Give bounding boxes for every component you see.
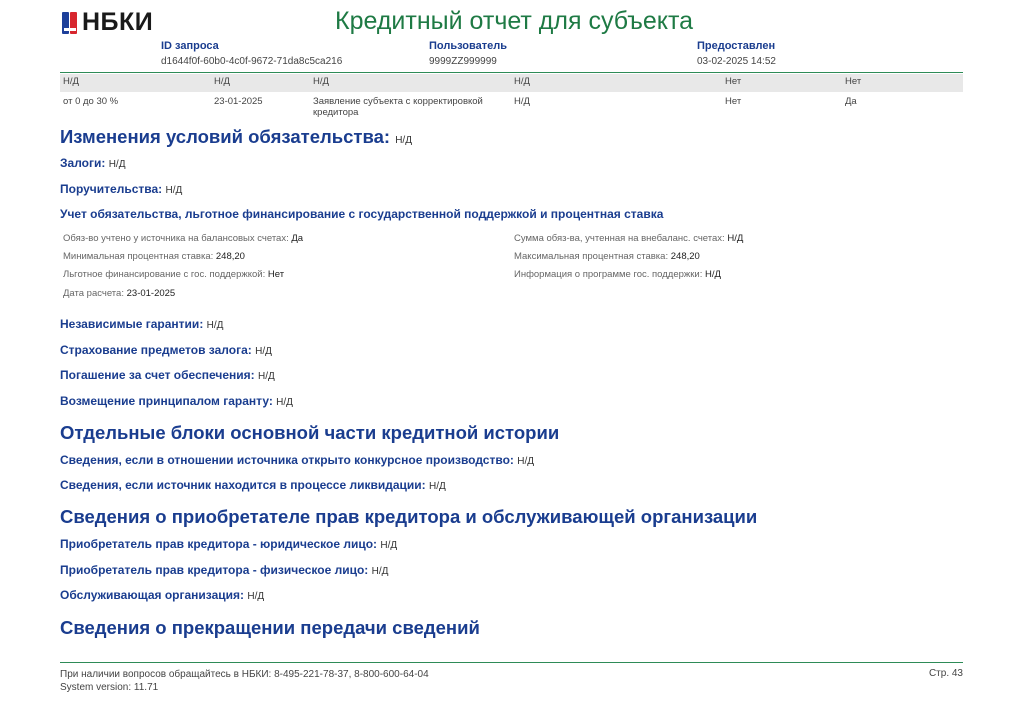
table-row <box>60 92 963 124</box>
insurance-value: Н/Д <box>255 346 272 357</box>
accounting-heading: Учет обязательства, льготное финансирование с государственной поддержкой и процентная ставка <box>60 207 664 221</box>
table-cell: Н/Д <box>211 74 310 92</box>
account-table <box>60 74 963 124</box>
provided-value: 03-02-2025 14:52 <box>697 56 776 67</box>
table-cell: Нет <box>842 74 963 92</box>
offbalance-value: Н/Д <box>727 233 744 244</box>
provided-label: Предоставлен <box>697 40 776 52</box>
table-cell: Нет <box>725 96 742 107</box>
repay-heading <box>60 368 275 382</box>
acq-person-label: Приобретатель прав кредитора - физическое лицо: <box>60 563 369 577</box>
user-value: 9999ZZ999999 <box>429 56 497 67</box>
liquid-heading <box>60 478 446 492</box>
footer-contact: При наличии вопросов обращайтесь в НБКИ: 8-495-221-78-37, 8-800-600-64-04 <box>60 669 429 680</box>
footer <box>60 668 429 694</box>
offbalance-field <box>514 233 743 244</box>
collateral-value: Н/Д <box>108 159 126 170</box>
min-rate-value: 248,20 <box>215 251 245 262</box>
page-title: Кредитный отчет для субъекта <box>335 7 694 35</box>
termination-heading: Сведения о прекращении передачи сведений <box>60 617 480 638</box>
pref-value: Нет <box>267 269 285 280</box>
acq-person-value: Н/Д <box>371 566 389 577</box>
request-id-value: d1644f0f-60b0-4c0f-9672-71da8c5ca216 <box>161 56 343 67</box>
pref-label: Льготное финансирование с гос. поддержкой: <box>63 269 266 280</box>
nbki-logo-mark-icon <box>62 12 78 34</box>
guarantees-label: Поручительства: <box>60 182 163 196</box>
reimb-value: Н/Д <box>276 397 293 408</box>
max-rate-label: Максимальная процентная ставка: <box>514 251 669 262</box>
table-header-row <box>60 74 963 92</box>
table-cell: Н/Д <box>60 74 211 92</box>
changes-heading <box>60 126 412 148</box>
program-field <box>514 269 721 280</box>
changes-title: Изменения условий обязательства: <box>60 126 391 147</box>
servicing-value: Н/Д <box>247 591 265 602</box>
calc-date-field <box>63 288 175 299</box>
collateral-heading <box>60 156 125 170</box>
blocks-heading: Отдельные блоки основной части кредитной истории <box>60 422 560 443</box>
servicing-heading <box>60 588 264 602</box>
table-cell: Н/Д <box>511 74 722 92</box>
insurance-heading <box>60 343 272 357</box>
max-rate-field <box>514 251 700 262</box>
logo-text: НБКИ <box>82 8 154 36</box>
provided-block <box>697 40 776 67</box>
acq-legal-label: Приобретатель прав кредитора - юридическое лицо: <box>60 537 378 551</box>
table-cell: Да <box>845 96 857 107</box>
user-block <box>429 40 507 67</box>
guarantees-value: Н/Д <box>165 185 183 196</box>
balance-label: Обяз-во учтено у источника на балансовых счетах: <box>63 233 289 244</box>
balance-field <box>63 233 303 244</box>
request-id-label: ID запроса <box>161 40 219 52</box>
table-cell: Заявление субъекта с корректировкой кредитора <box>313 96 483 118</box>
repay-value: Н/Д <box>257 371 275 382</box>
footer-divider <box>60 662 963 663</box>
reimb-heading <box>60 394 293 408</box>
indep-value: Н/Д <box>206 320 224 331</box>
calc-date-value: 23-01-2025 <box>126 288 176 299</box>
user-label: Пользователь <box>429 40 508 52</box>
program-label: Информация о программе гос. поддержки: <box>514 269 703 280</box>
max-rate-value: 248,20 <box>670 251 700 262</box>
changes-value: Н/Д <box>395 135 412 146</box>
min-rate-field <box>63 251 245 262</box>
page-number: Стр. 43 <box>928 668 963 679</box>
liquid-value: Н/Д <box>428 481 446 492</box>
calc-date-label: Дата расчета: <box>63 288 124 299</box>
indep-label: Независимые гарантии: <box>60 317 204 331</box>
request-id-block <box>161 40 342 67</box>
bankrupt-label: Сведения, если в отношении источника открыто конкурсное производство: <box>60 453 514 467</box>
collateral-label: Залоги: <box>60 156 106 170</box>
insurance-label: Страхование предметов залога: <box>60 343 252 357</box>
table-cell: от 0 до 30 % <box>63 96 119 107</box>
table-cell: Н/Д <box>514 96 530 107</box>
liquid-label: Сведения, если источник находится в процессе ликвидации: <box>60 478 426 492</box>
acq-legal-value: Н/Д <box>380 540 398 551</box>
table-cell: 23-01-2025 <box>214 96 263 107</box>
nbki-logo <box>62 8 153 37</box>
offbalance-label: Сумма обяз-ва, учтенная на внебаланс. счетах: <box>514 233 725 244</box>
balance-value: Да <box>291 233 304 244</box>
reimb-label: Возмещение принципалом гаранту: <box>60 394 273 408</box>
bankrupt-heading <box>60 453 534 467</box>
servicing-label: Обслуживающая организация: <box>60 588 245 602</box>
guarantees-heading <box>60 182 182 196</box>
pref-field <box>63 269 284 280</box>
indep-heading <box>60 317 223 331</box>
header-divider <box>60 72 963 73</box>
acquirer-heading: Сведения о приобретателе прав кредитора и обслуживающей организации <box>60 506 758 527</box>
acq-person-heading <box>60 563 388 577</box>
bankrupt-value: Н/Д <box>517 456 535 467</box>
acq-legal-heading <box>60 537 397 551</box>
repay-label: Погашение за счет обеспечения: <box>60 368 255 382</box>
table-cell: Н/Д <box>310 74 511 92</box>
footer-version: System version: 11.71 <box>60 682 159 693</box>
program-value: Н/Д <box>705 269 721 280</box>
table-cell: Нет <box>722 74 842 92</box>
min-rate-label: Минимальная процентная ставка: <box>63 251 214 262</box>
